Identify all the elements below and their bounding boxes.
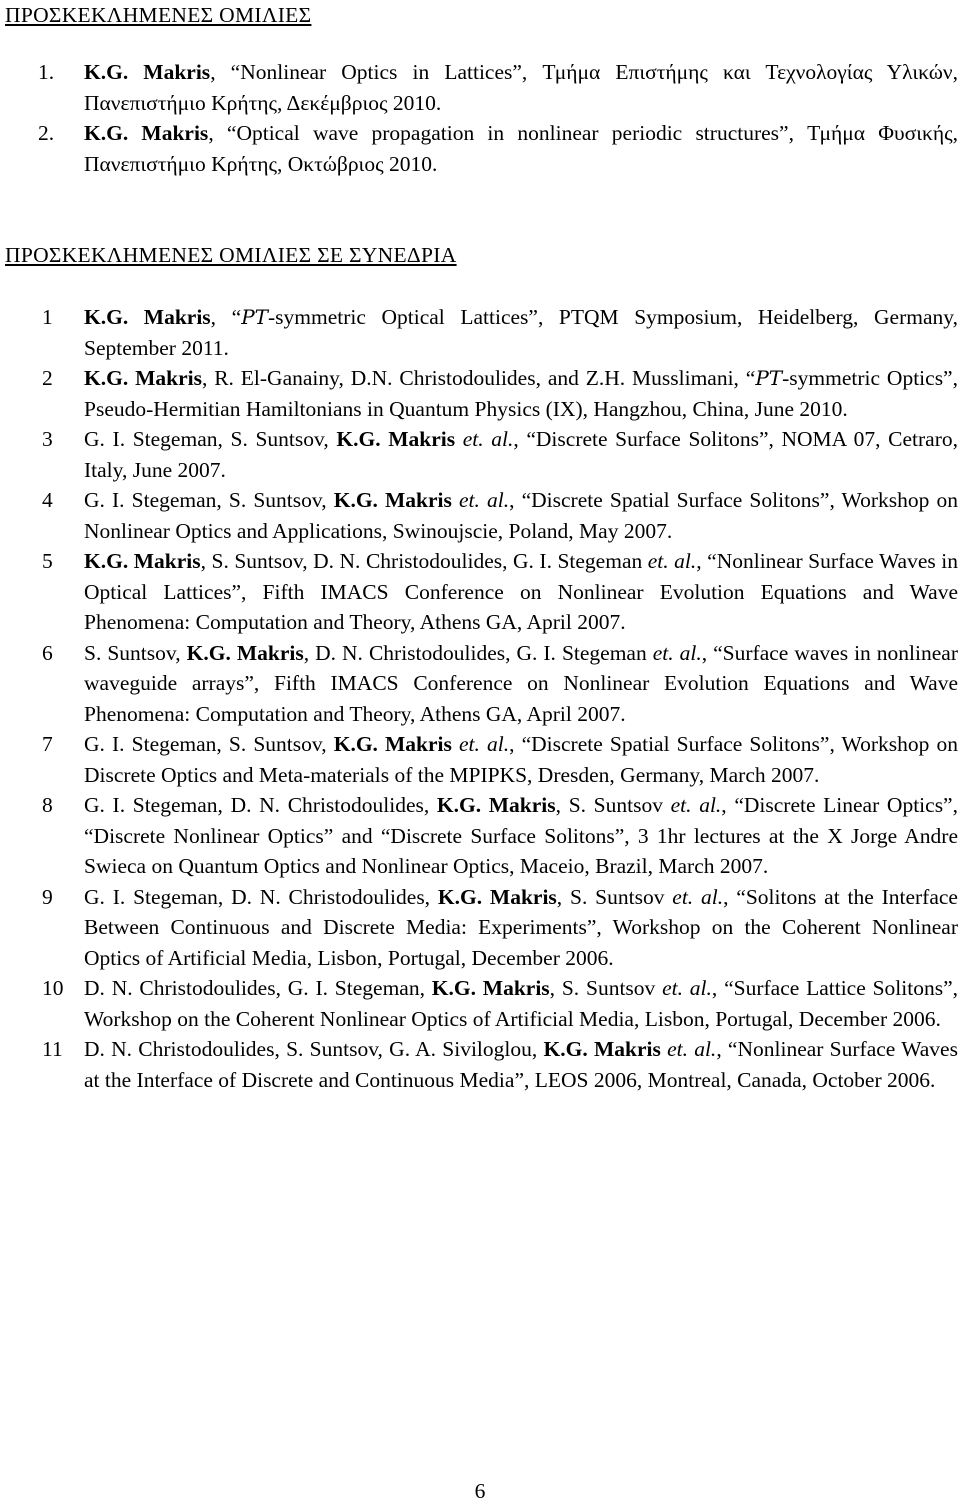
author-highlight: K.G. Makris	[84, 549, 201, 573]
list-item	[0, 638, 958, 730]
author-highlight: K.G. Makris	[84, 121, 209, 145]
list-item	[0, 118, 958, 179]
item-number: 8	[42, 793, 53, 817]
item-text: , S. Suntsov	[555, 793, 663, 817]
item-text: , S. Suntsov	[556, 884, 665, 909]
item-text: , “Nonlinear Surface Waves at the Interface of Discrete and Continuous Media”, LEOS 2006, Montreal, Canada, October 2006.	[84, 1037, 958, 1092]
item-text: , “Solitons at the Interface Between Continuous and Discrete Media: Experiments”, Workshop on the Coherent Nonlinear Optics of Artificial Media, Lisbon, Portugal, December 2006.	[84, 884, 958, 970]
list-item	[0, 729, 958, 790]
author-highlight: K.G. Makris	[84, 366, 202, 390]
item-text: G. I. Stegeman, D. N. Christodoulides,	[84, 793, 437, 817]
item-number: 2	[42, 366, 53, 390]
et-al: et. al.	[664, 884, 724, 909]
item-text: , “Discrete Linear Optics”, “Discrete Nonlinear Optics” and “Discrete Surface Solitons”, 3 1hr lectures at the X Jorge Andre Swieca on Quantum Optics and Nonlinear Optics, Maceio, Brazil, March 2007.	[84, 793, 958, 878]
list-item	[0, 424, 958, 485]
item-number: 1.	[38, 60, 55, 84]
author-highlight: K.G. Makris	[436, 793, 556, 817]
item-text: -symmetric Optics”, Pseudo-Hermitian Hamiltonians in Quantum Physics (IX), Hangzhou, China, June 2010.	[84, 366, 958, 421]
item-text: , “Discrete Spatial Surface Solitons”, Workshop on Nonlinear Optics and Applications, Swinoujscie, Poland, May 2007.	[84, 488, 958, 543]
et-al: et. al.	[655, 976, 712, 1000]
author-highlight: K.G. Makris	[437, 884, 557, 909]
item-number: 5	[42, 549, 53, 573]
author-highlight: K.G. Makris	[333, 488, 452, 512]
list-item	[0, 485, 958, 546]
item-text: ,	[210, 60, 231, 84]
item-number: 1	[42, 305, 53, 329]
item-text: , “Discrete Surface Solitons”, NOMA 07, Cetraro, Italy, June 2007.	[84, 427, 958, 482]
author-highlight: K.G. Makris	[84, 305, 211, 329]
item-number: 2.	[38, 121, 55, 145]
item-number: 9	[42, 884, 53, 909]
item-text: G. I. Stegeman, D. N. Christodoulides,	[84, 884, 438, 909]
list-item	[0, 790, 958, 882]
item-text: -symmetric Optical Lattices”, PTQM Symposium, Heidelberg, Germany, September 2011.	[84, 305, 958, 360]
author-highlight: K.G. Makris	[543, 1037, 661, 1061]
item-number: 3	[42, 427, 53, 451]
item-text: ,	[208, 121, 227, 145]
author-highlight: K.G. Makris	[84, 60, 211, 84]
page-number: 6	[474, 1479, 486, 1503]
item-number: 6	[42, 640, 53, 665]
et-al: et. al.	[451, 488, 510, 512]
author-highlight: K.G. Makris	[186, 640, 304, 665]
list-item	[0, 546, 958, 638]
invited-talks-list	[0, 57, 960, 179]
item-text: , “Surface Lattice Solitons”, Workshop on the Coherent Nonlinear Optics of Artificial Media, Lisbon, Portugal, December 2006.	[84, 976, 958, 1031]
item-text: , Τμήμα Φυσικής, Πανεπιστήμιο Κρήτης, Οκτώβριος 2010.	[84, 121, 958, 176]
invited-talks-heading: ΠΡΟΣΚΕΚΛΗΜΕΝΕΣ ΟΜΙΛΙΕΣ	[5, 3, 312, 27]
item-text: , S. Suntsov	[549, 976, 656, 1000]
et-al: et. al.	[662, 793, 722, 817]
et-al: et. al.	[660, 1037, 717, 1061]
item-text: G. I. Stegeman, S. Suntsov,	[84, 488, 334, 512]
item-text: D. N. Christodoulides, S. Suntsov, G. A. Siviloglou,	[84, 1037, 544, 1061]
item-number: 10	[42, 976, 64, 1000]
item-text: , “Nonlinear Surface Waves in Optical Lattices”, Fifth IMACS Conference on Nonlinear Evolution Equations and Wave Phenomena: Computation and Theory, Athens GA, April 2007.	[84, 549, 958, 634]
item-number: 11	[42, 1037, 63, 1061]
item-text: , D. N. Christodoulides, G. I. Stegeman	[303, 640, 647, 665]
item-number: 7	[42, 732, 53, 756]
conference-talks-list	[0, 302, 960, 1095]
et-al: et. al.	[455, 427, 514, 451]
author-highlight: K.G. Makris	[336, 427, 456, 451]
item-text: , “Discrete Spatial Surface Solitons”, Workshop on Discrete Optics and Meta-materials of the MPIPKS, Dresden, Germany, March 2007.	[84, 732, 958, 787]
pt-symbol: PT	[755, 366, 783, 390]
author-highlight: K.G. Makris	[333, 732, 452, 756]
et-al: et. al.	[646, 640, 702, 665]
author-highlight: K.G. Makris	[431, 976, 550, 1000]
list-item	[0, 973, 958, 1034]
et-al: et. al.	[642, 549, 697, 573]
item-text: D. N. Christodoulides, G. I. Stegeman,	[84, 976, 432, 1000]
list-item	[0, 882, 958, 974]
item-text: G. I. Stegeman, S. Suntsov,	[84, 427, 337, 451]
list-item	[0, 363, 958, 424]
item-number: 4	[42, 488, 53, 512]
conference-talks-heading: ΠΡΟΣΚΕΚΛΗΜΕΝΕΣ ΟΜΙΛΙΕΣ ΣΕ ΣΥΝΕΔΡΙΑ	[5, 243, 457, 267]
talk-title: “Nonlinear Optics in Lattices”	[230, 60, 522, 84]
list-item	[0, 57, 958, 118]
item-text: G. I. Stegeman, S. Suntsov,	[84, 732, 334, 756]
item-text: , “Surface waves in nonlinear waveguide arrays”, Fifth IMACS Conference on Nonlinear Evolution Equations and Wave Phenomena: Computation and Theory, Athens GA, April 2007.	[84, 640, 959, 726]
item-text: S. Suntsov,	[84, 640, 187, 665]
list-item	[0, 1034, 958, 1095]
et-al: et. al.	[451, 732, 510, 756]
item-text: , Τμήμα Επιστήμης και Τεχνολογίας Υλικών, Πανεπιστήμιο Κρήτης, Δεκέμβριος 2010.	[84, 60, 959, 115]
pt-symbol: PT	[241, 305, 268, 329]
talk-title: “Optical wave propagation in nonlinear periodic structures”	[226, 121, 789, 145]
list-item	[0, 302, 958, 363]
item-text: , “	[210, 305, 242, 329]
item-text: , R. El-Ganainy, D.N. Christodoulides, and Z.H. Musslimani, “	[201, 366, 756, 390]
item-text: , S. Suntsov, D. N. Christodoulides, G. I. Stegeman	[200, 549, 643, 573]
